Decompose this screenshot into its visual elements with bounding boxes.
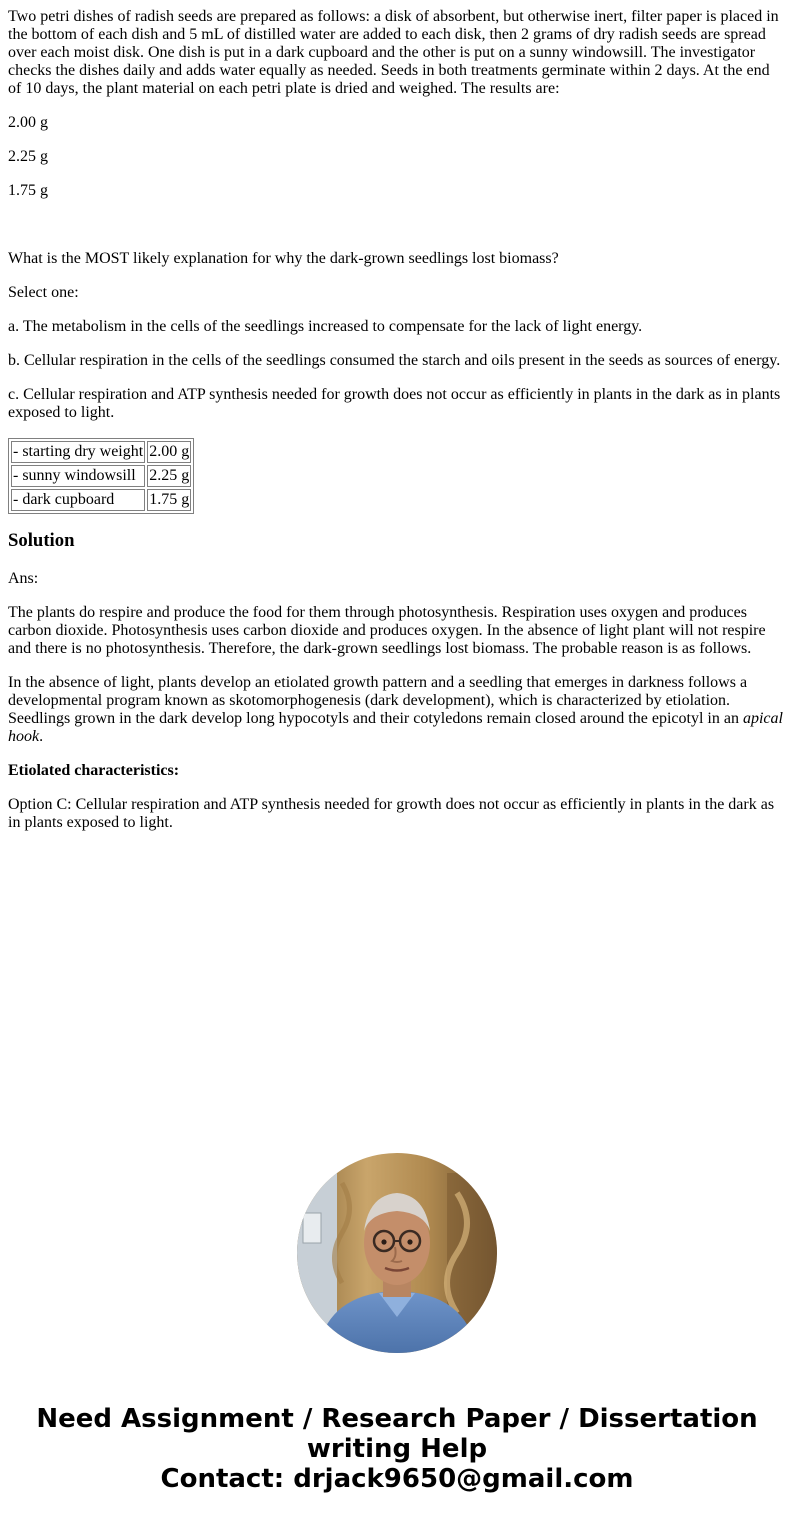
blank-paragraph — [8, 216, 786, 234]
table-cell-label: - sunny windowsill — [11, 465, 145, 487]
results-table — [8, 438, 194, 514]
answer-label: Ans: — [8, 570, 39, 587]
table-cell-label: - dark cupboard — [11, 489, 145, 511]
question-prompt: What is the MOST likely explanation for why the dark-grown seedlings lost biomass? — [8, 250, 559, 267]
table-cell-value: 1.75 g — [147, 489, 191, 511]
table-cell-value: 2.25 g — [147, 465, 191, 487]
table-row — [11, 441, 191, 463]
option-c: c. Cellular respiration and ATP synthesis needed for growth does not occur as efficiently in plants in the dark as in plants exposed to light. — [8, 386, 781, 421]
banner-contact-line: Contact: drjack9650@gmail.com — [160, 1464, 634, 1494]
avatar-portrait — [297, 1153, 497, 1353]
table-row — [11, 465, 191, 487]
banner-line-1: Need Assignment / Research Paper / Dissertation — [36, 1404, 758, 1434]
tutor-avatar — [297, 1153, 497, 1353]
table-row — [11, 489, 191, 511]
select-label: Select one: — [8, 284, 79, 301]
solution-paragraph-1: The plants do respire and produce the food for them through photosynthesis. Respiration uses oxygen and produces carbon dioxide. Photosynthesis uses carbon dioxide and produces oxygen. In the absence of light plant will not respire and there is no photosynthesis. Therefore, the dark-grown seedlings lost biomass. The probable reason is as follows. — [8, 604, 766, 657]
etiolated-heading: Etiolated characteristics: — [8, 762, 180, 779]
solution-paragraph-2 — [8, 674, 786, 746]
paragraph-2-end: . — [39, 728, 44, 745]
contact-banner — [0, 1404, 794, 1494]
result-value-1: 2.00 g — [8, 114, 48, 131]
apical-hook-term: apical hook — [8, 710, 783, 745]
result-value-2: 2.25 g — [8, 148, 48, 165]
paragraph-2-text: In the absence of light, plants develop an etiolated growth pattern and a seedling that emerges in darkness follows a developmental program known as skotomorphogenesis (dark development), which is characterized by etiolation. Seedlings grown in the dark develop long hypocotyls and their cotyledons remain closed around the epicotyl in an — [8, 674, 748, 727]
option-a: a. The metabolism in the cells of the seedlings increased to compensate for the lack of light energy. — [8, 318, 643, 335]
solution-heading: Solution — [8, 530, 75, 551]
etiolated-heading-para — [8, 762, 786, 780]
banner-line-2: writing Help — [306, 1434, 488, 1464]
final-answer: Option C: Cellular respiration and ATP synthesis needed for growth does not occur as efficiently in plants in the dark as in plants exposed to light. — [8, 796, 775, 831]
result-value-3: 1.75 g — [8, 182, 48, 199]
option-b: b. Cellular respiration in the cells of the seedlings consumed the starch and oils present in the seeds as sources of energy. — [8, 352, 781, 369]
table-cell-label: - starting dry weight — [11, 441, 145, 463]
table-cell-value: 2.00 g — [147, 441, 191, 463]
question-intro: Two petri dishes of radish seeds are prepared as follows: a disk of absorbent, but otherwise inert, filter paper is placed in the bottom of each dish and 5 mL of distilled water are added to each disk, then 2 grams of dry radish seeds are spread over each moist disk. One dish is put in a dark cupboard and the other is put on a sunny windowsill. The investigator checks the dishes daily and adds water equally as needed. Seeds in both treatments germinate within 2 days. At the end of 10 days, the plant material on each petri plate is dried and weighed. The results are: — [8, 8, 779, 97]
